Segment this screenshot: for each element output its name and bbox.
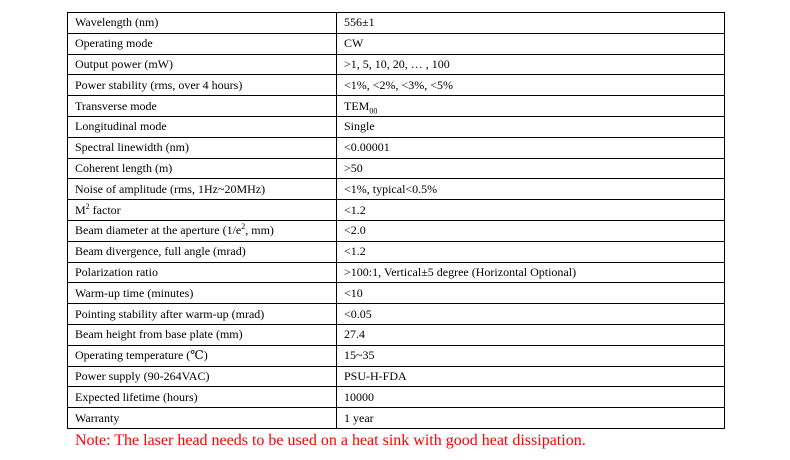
param-spectral-linewidth: Spectral linewidth (nm): [68, 137, 337, 158]
param-beam-divergence: Beam divergence, full angle (mrad): [68, 241, 337, 262]
param-polarization-ratio: Polarization ratio: [68, 262, 337, 283]
table-row: [68, 54, 725, 75]
value-warm-up-time: <10: [337, 283, 725, 304]
value-power-stability: <1%, <2%, <3%, <5%: [337, 75, 725, 96]
table-row: [68, 366, 725, 387]
value-beam-diameter: <2.0: [337, 220, 725, 241]
table-row: [68, 13, 725, 34]
param-output-power: Output power (mW): [68, 54, 337, 75]
value-beam-height: 27.4: [337, 324, 725, 345]
param-warranty: Warranty: [68, 408, 337, 429]
param-operating-mode: Operating mode: [68, 33, 337, 54]
value-output-power: >1, 5, 10, 20, … , 100: [337, 54, 725, 75]
value-transverse-mode-subscript: 00: [369, 105, 378, 115]
param-power-stability: Power stability (rms, over 4 hours): [68, 75, 337, 96]
param-beam-diameter: [68, 220, 337, 241]
table-row: [68, 116, 725, 137]
param-noise-of-amplitude: Noise of amplitude (rms, 1Hz~20MHz): [68, 179, 337, 200]
param-m2-factor-superscript: 2: [85, 201, 90, 211]
table-row: [68, 262, 725, 283]
table-row: [68, 345, 725, 366]
param-power-supply: Power supply (90-264VAC): [68, 366, 337, 387]
param-beam-diameter-rest: , mm): [245, 223, 274, 238]
param-coherent-length: Coherent length (m): [68, 158, 337, 179]
param-longitudinal-mode: Longitudinal mode: [68, 116, 337, 137]
param-wavelength: Wavelength (nm): [68, 13, 337, 34]
table-row: [68, 75, 725, 96]
param-transverse-mode: Transverse mode: [68, 96, 337, 117]
value-pointing-stability: <0.05: [337, 304, 725, 325]
table-row: [68, 387, 725, 408]
param-m2-factor-main: M: [75, 202, 86, 217]
table-row: [68, 241, 725, 262]
table-row: [68, 324, 725, 345]
param-m2-factor-rest: factor: [89, 202, 121, 217]
value-wavelength: 556±1: [337, 13, 725, 34]
param-warm-up-time: Warm-up time (minutes): [68, 283, 337, 304]
table-row: [68, 408, 725, 429]
value-beam-divergence: <1.2: [337, 241, 725, 262]
specification-table: [67, 12, 725, 429]
value-spectral-linewidth: <0.00001: [337, 137, 725, 158]
value-operating-mode: CW: [337, 33, 725, 54]
value-m2-factor: <1.2: [337, 200, 725, 221]
value-power-supply: PSU-H-FDA: [337, 366, 725, 387]
value-operating-temperature: 15~35: [337, 345, 725, 366]
param-expected-lifetime: Expected lifetime (hours): [68, 387, 337, 408]
value-transverse-mode-main: TEM: [344, 98, 370, 113]
value-warranty: 1 year: [337, 408, 725, 429]
value-polarization-ratio: >100:1, Vertical±5 degree (Horizontal Optional): [337, 262, 725, 283]
table-row: [68, 200, 725, 221]
table-row: [68, 33, 725, 54]
param-m2-factor: [68, 200, 337, 221]
param-beam-diameter-main: Beam diameter at the aperture (1/e: [75, 223, 242, 238]
value-longitudinal-mode: Single: [337, 116, 725, 137]
table-row: [68, 96, 725, 117]
param-beam-height: Beam height from base plate (mm): [68, 324, 337, 345]
table-row: [68, 304, 725, 325]
table-row: [68, 137, 725, 158]
param-pointing-stability: Pointing stability after warm-up (mrad): [68, 304, 337, 325]
value-noise-of-amplitude: <1%, typical<0.5%: [337, 179, 725, 200]
table-row: [68, 179, 725, 200]
param-operating-temperature: Operating temperature (℃): [68, 345, 337, 366]
heat-sink-note: Note: The laser head needs to be used on a heat sink with good heat dissipation.: [75, 432, 586, 449]
table-row: [68, 158, 725, 179]
value-coherent-length: >50: [337, 158, 725, 179]
value-transverse-mode: [337, 96, 725, 117]
table-row: [68, 283, 725, 304]
table-row: [68, 220, 725, 241]
param-beam-diameter-superscript: 2: [241, 222, 246, 232]
value-expected-lifetime: 10000: [337, 387, 725, 408]
